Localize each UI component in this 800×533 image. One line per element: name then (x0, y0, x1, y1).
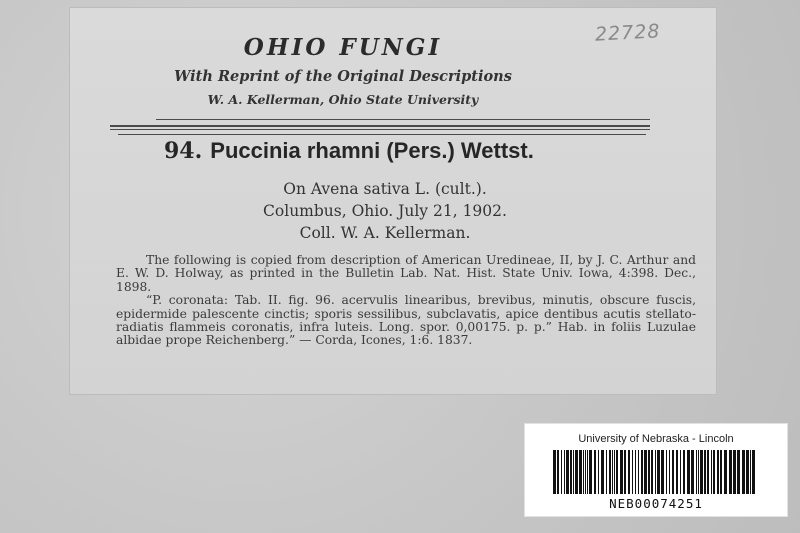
host-line: On Avena sativa L. (cult.). (283, 180, 487, 198)
barcode-bar (737, 450, 740, 494)
collector-line: Coll. W. A. Kellerman. (299, 224, 471, 242)
barcode-bar (720, 450, 722, 494)
barcode-bar (707, 450, 709, 494)
barcode-bar (620, 450, 623, 494)
description-paragraph: “P. coronata: Tab. II. fig. 96. acervulis linearibus, brevibus, minutis, obscure fuscis, epidermide palescente cinctis; sporis sessilibus, subclavatis, apice dentibus acutis stellato-radiatis flammeis coronatis, infra luteis. Long. spor. 0,00175. p. p.” Hab. in foliis Luzulae albidae prope Reichenberg.” — Corda, Icones, 1:6. 1837. (116, 293, 696, 348)
barcode-bar (598, 450, 599, 494)
barcode-bar (713, 450, 715, 494)
barcode-bar (564, 450, 565, 494)
label-subtitle: With Reprint of the Original Descriptions (174, 68, 512, 85)
institution-name: University of Nebraska - Lincoln (578, 433, 734, 445)
barcode-bar (632, 450, 633, 494)
barcode-bar (680, 450, 681, 494)
barcode-bar (561, 450, 562, 494)
barcode-bar (696, 450, 697, 494)
barcode-bar (638, 450, 639, 494)
barcode-bar (635, 450, 636, 494)
barcode-bar (589, 450, 592, 494)
barcode-bar (570, 450, 572, 494)
barcode-bar (573, 450, 574, 494)
barcode-bar (655, 450, 656, 494)
barcode-bar (585, 450, 586, 494)
barcode-bar (575, 450, 578, 494)
barcode-bar (557, 450, 559, 494)
barcode-bar (691, 450, 694, 494)
species-name: Puccinia rhamni (Pers.) Wettst. (210, 138, 534, 163)
barcode-bar (700, 450, 703, 494)
label-title: OHIO FUNGI (243, 34, 443, 61)
barcode-bar (704, 450, 706, 494)
barcode-tag (525, 424, 787, 516)
barcode-bar (661, 450, 664, 494)
barcode-bar (733, 450, 736, 494)
barcode-bar (711, 450, 712, 494)
barcode-bar (609, 450, 611, 494)
barcode-bar (729, 450, 732, 494)
divider-rule (156, 119, 650, 120)
barcode-bar (601, 450, 604, 494)
barcode-bar (579, 450, 582, 494)
description-block (116, 254, 696, 348)
barcode-bar (648, 450, 650, 494)
barcode-bar (669, 450, 670, 494)
barcode-bar (614, 450, 615, 494)
barcode-bar (698, 450, 699, 494)
barcode-bar (594, 450, 596, 494)
species-heading (164, 138, 534, 164)
barcode-bar (641, 450, 643, 494)
barcode-bar (750, 450, 751, 494)
barcode-bar (676, 450, 678, 494)
divider-rule (118, 134, 646, 135)
barcode-bar (644, 450, 647, 494)
barcode-bar (616, 450, 618, 494)
barcode-bar (628, 450, 630, 494)
locality-line: Columbus, Ohio. July 21, 1902. (263, 202, 507, 220)
barcode-number: NEB00074251 (609, 496, 703, 511)
divider-rule (110, 129, 650, 130)
handwritten-number: 22728 (594, 20, 661, 46)
barcode-bar (742, 450, 745, 494)
barcode-bar (553, 450, 556, 494)
barcode-bar (657, 450, 660, 494)
barcode-bar (666, 450, 667, 494)
barcode-image (553, 450, 759, 494)
divider-rule (110, 125, 650, 127)
barcode-bar (606, 450, 607, 494)
barcode-bar (683, 450, 685, 494)
barcode-bar (587, 450, 588, 494)
barcode-bar (687, 450, 690, 494)
barcode-bar (672, 450, 674, 494)
barcode-bar (612, 450, 613, 494)
description-paragraph: The following is copied from description of American Uredineae, II, by J. C. Arthur and E. W. D. Holway, as printed in the Bulletin Lab. Nat. Hist. State Univ. Iowa, 4:398. Dec., 1898. (116, 253, 696, 294)
barcode-bar (752, 450, 755, 494)
barcode-bar (624, 450, 626, 494)
barcode-bar (717, 450, 719, 494)
barcode-bar (566, 450, 569, 494)
barcode-bar (724, 450, 727, 494)
specimen-label (70, 8, 716, 394)
barcode-bar (583, 450, 584, 494)
label-author: W. A. Kellerman, Ohio State University (207, 92, 479, 107)
species-number: 94. (164, 138, 203, 164)
barcode-bar (746, 450, 749, 494)
barcode-bar (651, 450, 653, 494)
